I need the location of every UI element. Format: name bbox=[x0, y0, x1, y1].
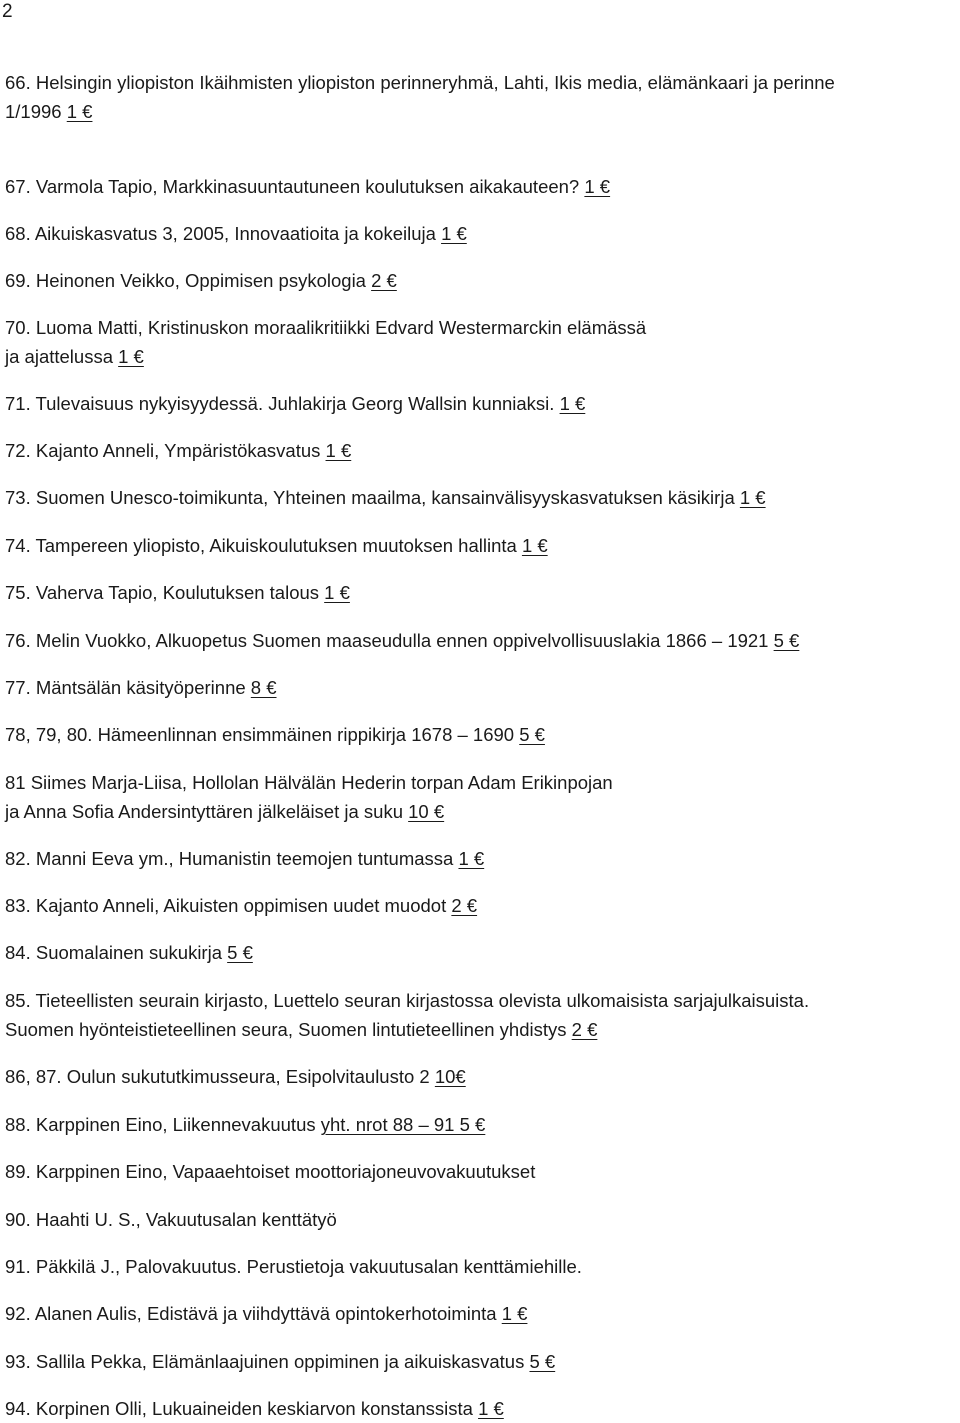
item-price: 1 € bbox=[739, 487, 766, 508]
item-price: 5 € bbox=[227, 942, 253, 963]
list-item bbox=[5, 673, 277, 702]
item-price: 1 € bbox=[478, 1398, 504, 1419]
item-price: 1 € bbox=[559, 393, 586, 414]
item-price: 10€ bbox=[434, 1066, 466, 1087]
list-item bbox=[5, 720, 545, 749]
item-text: ja ajattelussa bbox=[5, 346, 119, 367]
list-item bbox=[5, 986, 809, 1044]
item-text: 77. Mäntsälän käsityöperinne bbox=[5, 677, 251, 698]
list-item bbox=[5, 626, 799, 655]
item-price: 1 € bbox=[458, 848, 485, 869]
list-item bbox=[5, 938, 253, 967]
item-text: 86, 87. Oulun sukututkimusseura, Esipolvitaulusto 2 bbox=[5, 1066, 435, 1087]
item-text: ja Anna Sofia Andersintyttären jälkeläiset ja suku bbox=[5, 801, 409, 822]
item-price: 1 € bbox=[324, 582, 350, 603]
list-item bbox=[5, 436, 351, 465]
item-price: 10 € bbox=[408, 801, 445, 822]
item-price: 1 € bbox=[521, 535, 548, 556]
item-price: 1 € bbox=[118, 346, 144, 367]
item-price: 5 € bbox=[519, 724, 545, 745]
item-text: 71. Tulevaisuus nykyisyydessä. Juhlakirja Georg Wallsin kunniaksi. bbox=[5, 393, 560, 414]
item-price: 1 € bbox=[584, 176, 611, 197]
item-text: 68. Aikuiskasvatus 3, 2005, Innovaatioita ja kokeiluja bbox=[5, 223, 442, 244]
list-item bbox=[5, 1299, 527, 1328]
item-text: 67. Varmola Tapio, Markkinasuuntautuneen koulutuksen aikakauteen? bbox=[5, 176, 585, 197]
item-price: 5 € bbox=[529, 1351, 556, 1372]
item-text: 74. Tampereen yliopisto, Aikuiskoulutuksen muutoksen hallinta bbox=[5, 535, 522, 556]
item-text: Suomen hyönteistieteellinen seura, Suomen lintutieteellinen yhdistys bbox=[5, 1019, 572, 1040]
item-price: 1 € bbox=[441, 223, 467, 244]
item-text: 91. Päkkilä J., Palovakuutus. Perustietoja vakuutusalan kenttämiehille. bbox=[5, 1256, 582, 1277]
item-text: 83. Kajanto Anneli, Aikuisten oppimisen uudet muodot bbox=[5, 895, 452, 916]
page-number: 2 bbox=[2, 1, 13, 22]
list-item bbox=[5, 531, 548, 560]
item-text: 89. Karppinen Eino, Vapaaehtoiset moottoriajoneuvovakuutukset bbox=[5, 1161, 536, 1182]
item-text: 72. Kajanto Anneli, Ympäristökasvatus bbox=[5, 440, 326, 461]
list-item bbox=[5, 1252, 582, 1281]
item-price: 2 € bbox=[571, 1019, 598, 1040]
item-text: 90. Haahti U. S., Vakuutusalan kenttätyö bbox=[5, 1209, 337, 1230]
list-item bbox=[5, 1205, 337, 1234]
list-item bbox=[5, 389, 585, 418]
list-item bbox=[5, 768, 613, 826]
list-item bbox=[5, 219, 467, 248]
item-price: 8 € bbox=[250, 677, 277, 698]
item-text: 92. Alanen Aulis, Edistävä ja viihdyttävä opintokerhotoiminta bbox=[5, 1303, 502, 1324]
list-item bbox=[5, 1157, 535, 1186]
list-item bbox=[5, 578, 350, 607]
item-text: 75. Vaherva Tapio, Koulutuksen talous bbox=[5, 582, 325, 603]
list-item bbox=[5, 266, 397, 295]
list-item bbox=[5, 68, 835, 126]
item-text: 69. Heinonen Veikko, Oppimisen psykologia bbox=[5, 270, 372, 291]
list-item bbox=[5, 313, 646, 371]
list-item bbox=[5, 1347, 555, 1376]
item-text: 94. Korpinen Olli, Lukuaineiden keskiarvon konstanssista bbox=[5, 1398, 479, 1419]
item-text: 85. Tieteellisten seurain kirjasto, Luettelo seuran kirjastossa olevista ulkomaisista sarjajulkaisuista. bbox=[5, 990, 810, 1011]
item-text: 1/1996 bbox=[5, 101, 67, 122]
item-text: 88. Karppinen Eino, Liikennevakuutus bbox=[5, 1114, 321, 1135]
item-text: 70. Luoma Matti, Kristinuskon moraalikritiikki Edvard Westermarckin elämässä bbox=[5, 317, 647, 338]
item-price: 5 € bbox=[773, 630, 800, 651]
item-text: 78, 79, 80. Hämeenlinnan ensimmäinen rippikirja 1678 – 1690 bbox=[5, 724, 520, 745]
item-price: yht. nrot 88 – 91 5 € bbox=[320, 1114, 486, 1135]
item-text: 81 Siimes Marja-Liisa, Hollolan Hälvälän Hederin torpan Adam Erikinpojan bbox=[5, 772, 613, 793]
list-item bbox=[5, 172, 610, 201]
list-item bbox=[5, 844, 484, 873]
item-text: 82. Manni Eeva ym., Humanistin teemojen tuntumassa bbox=[5, 848, 459, 869]
list-item bbox=[5, 891, 477, 920]
item-price: 2 € bbox=[371, 270, 397, 291]
item-text: 73. Suomen Unesco-toimikunta, Yhteinen maailma, kansainvälisyyskasvatuksen käsikirja bbox=[5, 487, 740, 508]
item-text: 84. Suomalainen sukukirja bbox=[5, 942, 228, 963]
list-item bbox=[5, 1394, 504, 1423]
item-price: 1 € bbox=[501, 1303, 528, 1324]
item-text: 93. Sallila Pekka, Elämänlaajuinen oppiminen ja aikuiskasvatus bbox=[5, 1351, 530, 1372]
item-price: 2 € bbox=[451, 895, 478, 916]
list-item bbox=[5, 1062, 466, 1091]
list-item bbox=[5, 1110, 485, 1139]
item-text: 76. Melin Vuokko, Alkuopetus Suomen maaseudulla ennen oppivelvollisuuslakia 1866 – 1921 bbox=[5, 630, 774, 651]
list-item bbox=[5, 483, 766, 512]
item-text: 66. Helsingin yliopiston Ikäihmisten yliopiston perinneryhmä, Lahti, Ikis media, elämänkaari ja perinne bbox=[5, 72, 835, 93]
item-price: 1 € bbox=[66, 101, 93, 122]
item-price: 1 € bbox=[325, 440, 352, 461]
